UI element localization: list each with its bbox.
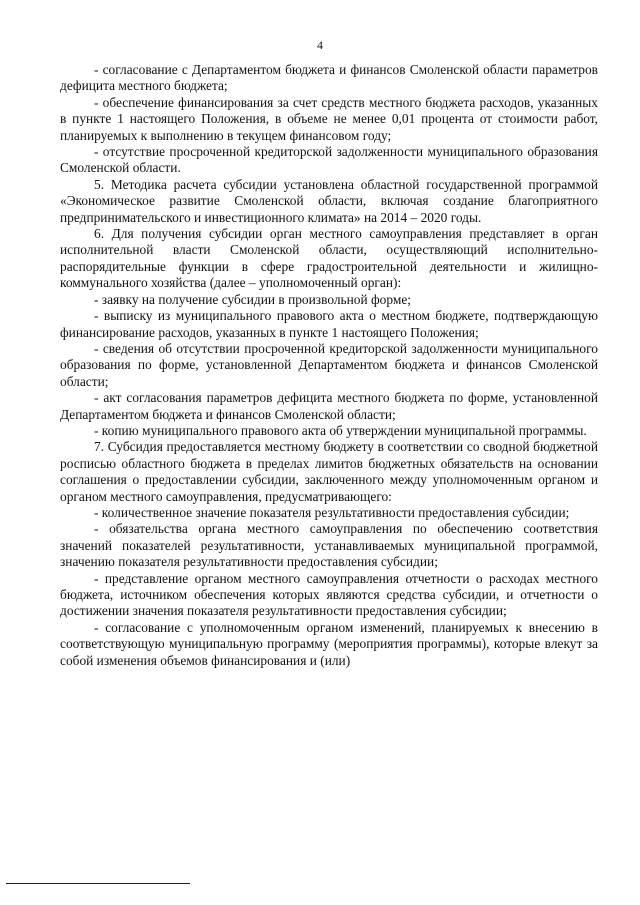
paragraph-local-financing: - обеспечение финансирования за счет средств местного бюджета расходов, указанных в пункте 1 настоящего Положения, в объеме не менее 0,01 процента от стоимости работ, планируемых к выполнению в текущем финансовом году;: [60, 94, 598, 143]
paragraph-6-documents: 6. Для получения субсидии орган местного самоуправления представляет в орган исполнительной власти Смоленской области, осуществляющий исполнительно-распорядительные функции в сфере градостроительной деятельности и жилищно-коммунального хозяйства (далее – уполномоченный орган):: [60, 226, 598, 291]
paragraph-program-copy: - копию муниципального правового акта об утверждении муниципальной программы.: [94, 422, 587, 438]
paragraph-deficit-approval: - согласование с Департаментом бюджета и финансов Смоленской области параметров дефицита местного бюджета;: [60, 62, 598, 94]
paragraph-5-methodology: 5. Методика расчета субсидии установлена областной государственной программой «Экономическое развитие Смоленской области, включая создание благоприятного предпринимательского и инвестиционного климата» на 2014 – 2020 годы.: [60, 176, 598, 225]
paragraph-debt-info: - сведения об отсутствии просроченной кредиторской задолженности муниципального образования по форме, установленной Департаментом бюджета и финансов Смоленской области;: [60, 340, 598, 389]
paragraph-deficit-act: - акт согласования параметров дефицита местного бюджета по форме, установленной Департаментом бюджета и финансов Смоленской области;: [60, 390, 598, 422]
paragraph-change-approval: - согласование с уполномоченным органом изменений, планируемых к внесению в соответствующую муниципальную программу (мероприятия программы), которые влекут за собой изменения объемов финансирования и (или): [60, 619, 598, 668]
paragraph-7-agreement: 7. Субсидия предоставляется местному бюджету в соответствии со сводной бюджетной росписью областного бюджета в пределах лимитов бюджетных обязательств на основании соглашения о предоставлении субсидии, заключенного между уполномоченным органом и органом местного самоуправления, предусматривающего:: [60, 439, 598, 504]
paragraph-obligations: - обязательства органа местного самоуправления по обеспечению соответствия значений показателей результативности, устанавливаемых муниципальной программой, значению показателя результативности предоставления субсидии;: [60, 521, 598, 570]
paragraph-budget-extract: - выписку из муниципального правового акта о местном бюджете, подтверждающую финансирование расходов, указанных в пункте 1 настоящего Положения;: [60, 308, 598, 340]
paragraph-no-overdue-debt: - отсутствие просроченной кредиторской задолженности муниципального образования Смоленской области.: [60, 144, 598, 176]
paragraph-application: - заявку на получение субсидии в произвольной форме;: [94, 291, 412, 307]
footnote-divider: [6, 883, 190, 884]
paragraph-reporting: - представление органом местного самоуправления отчетности о расходах местного бюджета, источником обеспечения которых являются средства субсидии, и отчетности о достижении значения показателя результативности предоставления субсидии;: [60, 570, 598, 619]
page-number: 4: [317, 38, 323, 52]
document-body: [60, 62, 598, 669]
paragraph-indicator-value: - количественное значение показателя результативности предоставления субсидии;: [94, 504, 570, 520]
